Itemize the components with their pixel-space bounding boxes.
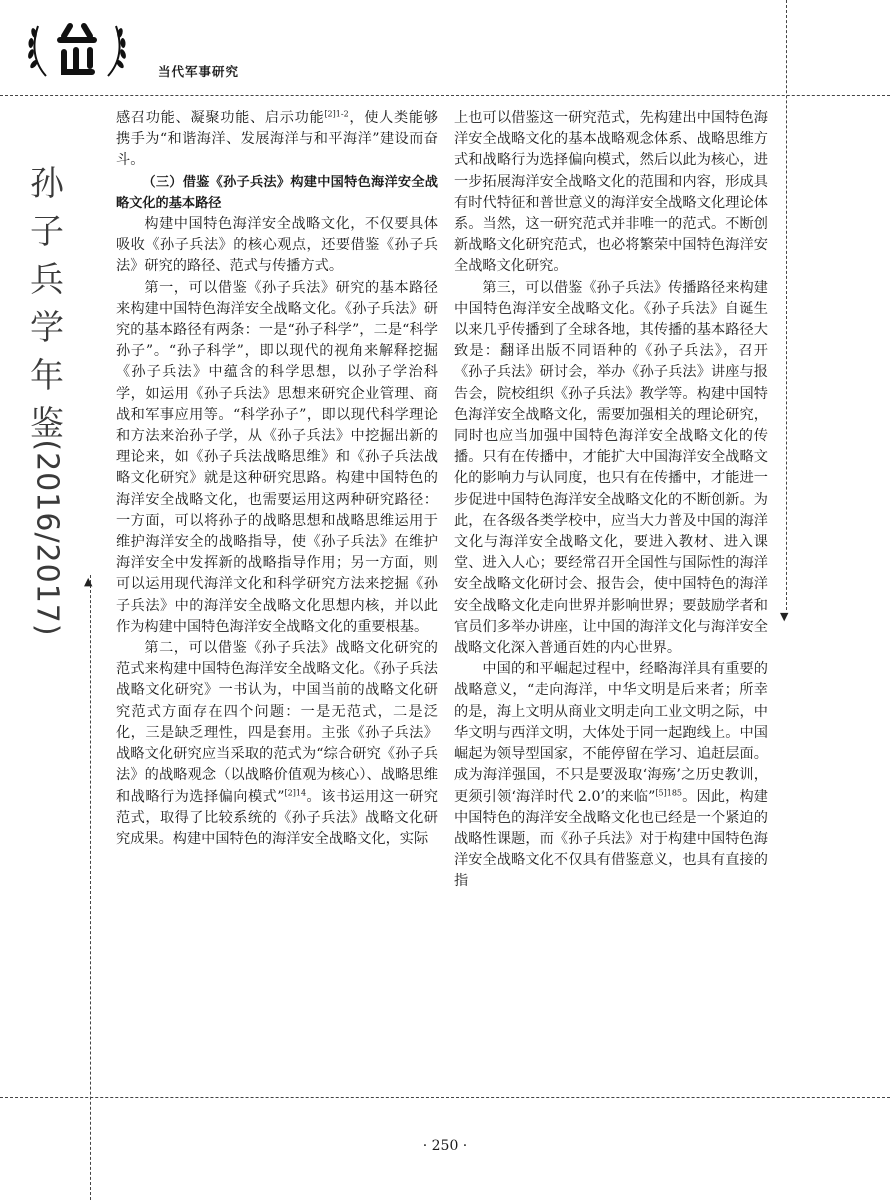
paragraph: 第一，可以借鉴《孙子兵法》研究的基本路径来构建中国特色海洋安全战略文化。《孙子兵法》研究的基本路径有两条：一是“孙子科学”，二是“科学孙子”。“孙子科学”，即以现代的视角来解释挖掘《孙子兵法》中蕴含的科学思想，以孙子学治科学，如运用《孙子兵法》思想来研究企业管理、商战和军事应用等。“科学孙子”，即以现代科学理论和方法来治孙子学，从《孙子兵法》中挖掘出新的理论来，如《孙子兵法战略思维》和《孙子兵法战略文化研究》就是这种研究思路。构建中国特色的海洋安全战略文化，也需要运用这两种研究路径：一方面，可以将孙子的战略思想和战略思维运用于维护海洋安全的战略指导，使《孙子兵法》在维护海洋安全中发挥新的战略指导作用；另一方面，则可以运用现代海洋文化和科学研究方法来挖掘《孙子兵法》中的海洋安全战略文化思想内核，并以此作为构建中国特色海洋安全战略文化的重要根基。: [116, 279, 438, 635]
bottom-dashed-rule: [0, 1097, 890, 1098]
up-arrow-icon: ▲: [84, 575, 93, 588]
left-dashed-rule: [90, 575, 91, 1200]
yearbook-year-text: (2016/2017): [29, 439, 65, 637]
title-char: 年: [30, 356, 64, 396]
section-title: 当代军事研究: [158, 64, 240, 79]
citation: [5]185: [655, 787, 682, 797]
title-char: 学: [30, 308, 64, 348]
yearbook-year: [23, 438, 71, 638]
citation: [2]14: [284, 787, 307, 797]
paragraph: 上也可以借鉴这一研究范式，先构建出中国特色海洋安全战略文化的基本战略观念体系、战略思维方式和战略行为选择偏向模式，然后以此为核心，进一步拓展海洋安全战略文化的范围和内容，形成具有时代特征和普世意义的海洋安全战略文化理论体系。当然，这一研究范式并非唯一的范式。不断创新战略文化研究范式，也必将繁荣中国特色海洋安全战略文化研究。: [454, 110, 768, 275]
paragraph: 第三，可以借鉴《孙子兵法》传播路径来构建中国特色海洋安全战略文化。《孙子兵法》自诞生以来几乎传播到了全球各地，其传播的基本路径大致是：翻译出版不同语种的《孙子兵法》，召开《孙子兵法》研讨会，举办《孙子兵法》讲座与报告会，院校组织《孙子兵法》教学等。构建中国特色海洋安全战略文化，需要加强相关的理论研究，同时也应当加强中国特色海洋安全战略文化的传播。只有在传播中，才能扩大中国海洋安全战略文化的影响力与认同度，也只有在传播中，才能进一步促进中国特色海洋安全战略文化的不断创新。为此，在各级各类学校中，应当大力普及中国的海洋文化与海洋安全战略文化，要进入教材、进入课堂、进入人心；要经常召开全国性与国际性的海洋安全战略文化研讨会、报告会，使中国特色的海洋安全战略文化走向世界并影响世界；要鼓励学者和官员们多举办讲座，让中国的海洋文化与海洋安全战略文化深入普通百姓的内心世界。: [454, 279, 768, 657]
paragraph: 第二，可以借鉴《孙子兵法》战略文化研究的范式来构建中国特色海洋安全战略文化。《孙子兵法战略文化研究》一书认为，中国当前的战略文化研究范式方面存在四个问题：一是无范式，二是泛化，三是缺乏理性，四是套用。主张《孙子兵法》战略文化研究应当采取的范式为“综合研究《孙子兵法》的战略观念（以战略价值观为核心）、战略思维和战略行为选择偏向模式”$^{[2]14}$。该书运用这一研究范式，取得了比较系统的《孙子兵法》战略文化研究成果。构建中国特色的海洋安全战略文化，实际: [116, 640, 438, 847]
title-char: 孙: [30, 164, 64, 204]
right-column: [454, 108, 768, 893]
page-number: · 250 ·: [422, 1138, 468, 1154]
title-char: 兵: [30, 260, 64, 300]
laurel-emblem-icon: [18, 12, 136, 84]
right-dashed-rule: [786, 0, 787, 610]
yearbook-title: [22, 160, 72, 448]
down-arrow-icon: ▼: [780, 610, 789, 623]
title-char: 鉴: [30, 404, 64, 444]
left-column: [116, 108, 438, 850]
subheading: （三）借鉴《孙子兵法》构建中国特色海洋安全战略文化的基本路径: [116, 174, 438, 211]
citation: [2]1-2: [324, 109, 349, 119]
paragraph: 感召功能、凝聚功能、启示功能$^{[2]1-2}$，使人类能够携手为“和谐海洋、发展海洋与和平海洋”建设而奋斗。: [116, 109, 438, 169]
paragraph: 构建中国特色海洋安全战略文化，不仅要具体吸收《孙子兵法》的核心观点，还要借鉴《孙子兵法》研究的路径、范式与传播方式。: [116, 216, 438, 275]
top-dashed-rule: [0, 95, 890, 96]
paragraph: 中国的和平崛起过程中，经略海洋具有重要的战略意义，“走向海洋，中华文明是后来者；所幸的是，海上文明从商业文明走向工业文明之际，中华文明与西洋文明，大体处于同一起跑线上。中国崛起为领导型国家，不能停留在学习、追赶层面。成为海洋强国，不只是要汲取‘海殇’之历史教训，更须引领‘海洋时代 2.0’的来临”$^{[5]185}$。因此，构建中国特色的海洋安全战略文化也已经是一个紧迫的战略性课题，而《孙子兵法》对于构建中国特色海洋安全战略文化不仅具有借鉴意义，也具有直接的指: [454, 661, 768, 890]
title-char: 子: [30, 212, 64, 252]
